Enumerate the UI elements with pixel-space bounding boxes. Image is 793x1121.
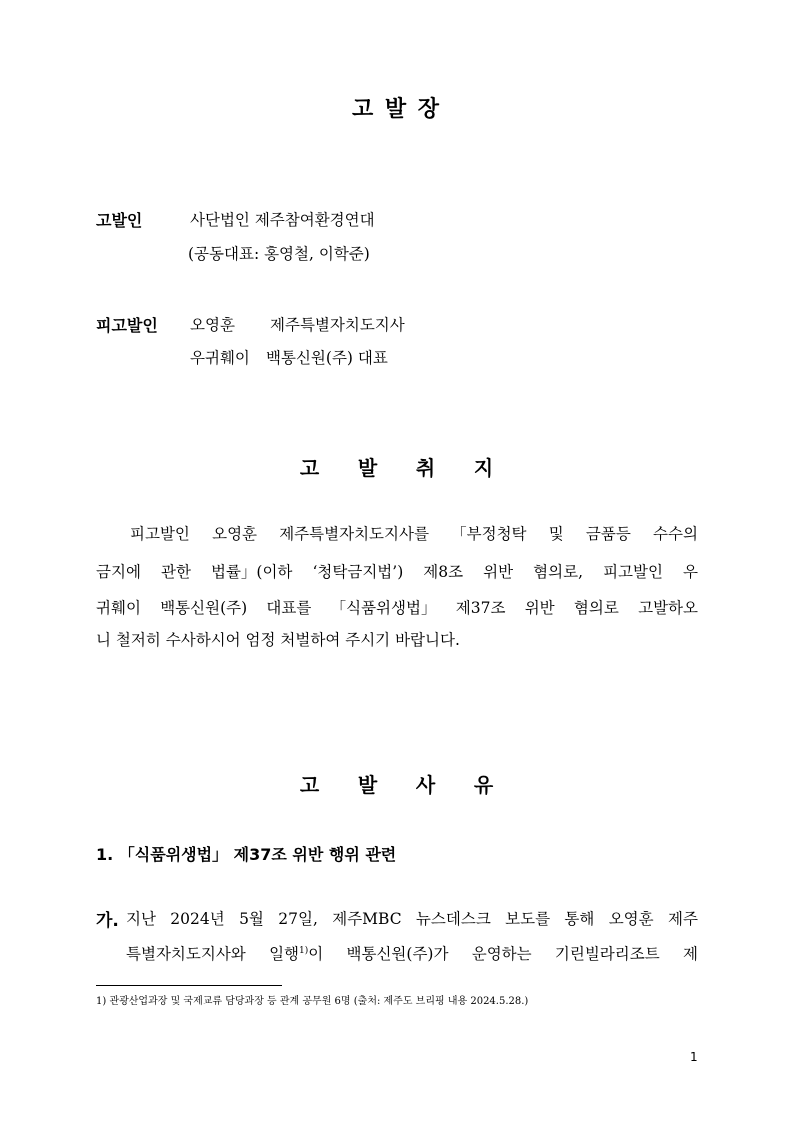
- word: 위반: [483, 563, 514, 581]
- footnote-divider: [96, 985, 282, 986]
- word: 제37조: [455, 599, 506, 617]
- word: 제: [682, 945, 698, 963]
- defendant-1-position: 제주특별자치도지사: [270, 316, 405, 334]
- word: 제주특별자치도지사를: [279, 525, 429, 543]
- purpose-heading: [0, 452, 793, 481]
- word: 대표를: [266, 599, 312, 617]
- word: 법률」(이하: [210, 563, 293, 581]
- word: 특별자치도지사와: [126, 945, 246, 963]
- word: 및: [548, 525, 564, 543]
- word: 2024년: [170, 910, 225, 928]
- defendant-1-name: 오영훈: [190, 316, 235, 334]
- footnote-text: 1) 관광산업과장 및 국제교류 담당과장 등 관계 공무원 6명 (출처: 제주도 브리핑 내용 2024.5.28.): [96, 996, 529, 1007]
- word: 「부정청탁: [451, 525, 527, 543]
- complainant-label: 고발인: [96, 211, 143, 230]
- word: 고발하오: [638, 599, 698, 617]
- purpose-line-3: [96, 596, 698, 618]
- reason-heading: [0, 769, 793, 798]
- word: 우: [683, 563, 698, 581]
- word: 금품등: [585, 525, 631, 543]
- item-ga-line-1: [126, 907, 698, 929]
- word: 이: [308, 945, 324, 963]
- word: ‘청탁금지법’): [312, 563, 404, 581]
- reason-heading-char: 사: [415, 773, 436, 797]
- item-ga-line-2: [126, 942, 698, 964]
- word: 오영훈: [608, 910, 654, 928]
- complainant-name: 사단법인 제주참여환경연대: [190, 211, 375, 229]
- purpose-line-1: [130, 522, 698, 544]
- defendants-label: 피고발인: [96, 316, 158, 335]
- word: 수수의: [653, 525, 698, 543]
- page-number: 1: [690, 1050, 698, 1064]
- document-title: 고 발 장: [351, 97, 442, 122]
- complainant-representatives: (공동대표: 홍영철, 이학준): [188, 245, 370, 263]
- word: 금지에: [96, 563, 141, 581]
- purpose-line-2: [96, 560, 698, 582]
- word: 통해: [564, 910, 595, 928]
- word: 관한: [160, 563, 191, 581]
- purpose-line-4: 니 철저히 수사하시어 엄정 처벌하여 주시기 바랍니다.: [96, 631, 460, 649]
- word: 피고발인: [130, 525, 190, 543]
- word-with-footnote: [269, 942, 323, 964]
- purpose-heading-char: 지: [473, 456, 494, 480]
- reason-heading-char: 발: [357, 773, 378, 797]
- footnote-ref[interactable]: 1): [299, 946, 309, 956]
- word: 기린빌라리조트: [554, 945, 660, 963]
- reason-heading-char: 유: [473, 773, 494, 797]
- word: 혐의로,: [533, 563, 584, 581]
- word: 백통신원(주)가: [346, 945, 449, 963]
- section-1-title: 1. 「식품위생법」 제37조 위반 행위 관련: [96, 845, 397, 864]
- word: 지난: [126, 910, 156, 928]
- word: 뉴스데스크: [415, 910, 491, 928]
- defendant-2-position: 백통신원(주) 대표: [266, 349, 388, 367]
- item-ga-marker: 가.: [96, 911, 119, 931]
- word: 5월: [239, 910, 264, 928]
- word: 일행: [269, 945, 300, 963]
- word: 오영훈: [212, 525, 258, 543]
- defendant-2-name: 우귀훼이: [190, 349, 250, 367]
- word: 「식품위생법」: [330, 599, 437, 617]
- word: 제8조: [423, 563, 464, 581]
- word: 백통신원(주): [160, 599, 248, 617]
- purpose-heading-char: 취: [415, 456, 436, 480]
- word: 제주: [667, 910, 698, 928]
- word: 운영하는: [471, 945, 532, 963]
- word: 피고발인: [603, 563, 663, 581]
- word: 27일,: [278, 910, 318, 928]
- word: 귀훼이: [96, 599, 141, 617]
- word: 위반: [524, 599, 555, 617]
- word: 보도를: [505, 910, 551, 928]
- word: 혐의로: [573, 599, 619, 617]
- reason-heading-char: 고: [299, 773, 320, 797]
- word: 제주MBC: [332, 910, 402, 928]
- purpose-heading-char: 발: [357, 456, 378, 480]
- purpose-heading-char: 고: [299, 456, 320, 480]
